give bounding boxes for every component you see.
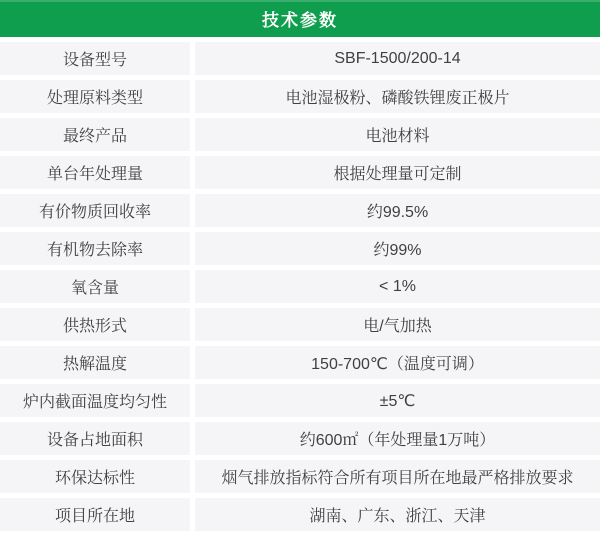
param-value: 150-700℃（温度可调） xyxy=(195,346,600,379)
param-value: < 1% xyxy=(195,270,600,303)
param-label: 热解温度 xyxy=(0,346,190,379)
param-value: 约99.5% xyxy=(195,194,600,227)
param-value: 电池材料 xyxy=(195,118,600,151)
param-label: 项目所在地 xyxy=(0,498,190,531)
param-label: 处理原料类型 xyxy=(0,80,190,113)
param-value: ±5℃ xyxy=(195,384,600,417)
param-value: SBF-1500/200-14 xyxy=(195,42,600,75)
param-label: 氧含量 xyxy=(0,270,190,303)
param-label: 设备型号 xyxy=(0,42,190,75)
param-value: 电池湿极粉、磷酸铁锂废正极片 xyxy=(195,80,600,113)
param-value: 约600㎡（年处理量1万吨） xyxy=(195,422,600,455)
param-label: 供热形式 xyxy=(0,308,190,341)
param-label: 有价物质回收率 xyxy=(0,194,190,227)
table-title: 技术参数 xyxy=(262,11,338,30)
param-label: 有机物去除率 xyxy=(0,232,190,265)
param-value: 根据处理量可定制 xyxy=(195,156,600,189)
param-value: 烟气排放指标符合所有项目所在地最严格排放要求 xyxy=(195,460,600,493)
param-label: 单台年处理量 xyxy=(0,156,190,189)
param-label: 设备占地面积 xyxy=(0,422,190,455)
parameters-table xyxy=(0,42,600,531)
param-value: 约99% xyxy=(195,232,600,265)
table-title-bar xyxy=(0,0,600,37)
param-value: 电/气加热 xyxy=(195,308,600,341)
param-label: 环保达标性 xyxy=(0,460,190,493)
param-label: 最终产品 xyxy=(0,118,190,151)
param-label: 炉内截面温度均匀性 xyxy=(0,384,190,417)
param-value: 湖南、广东、浙江、天津 xyxy=(195,498,600,531)
